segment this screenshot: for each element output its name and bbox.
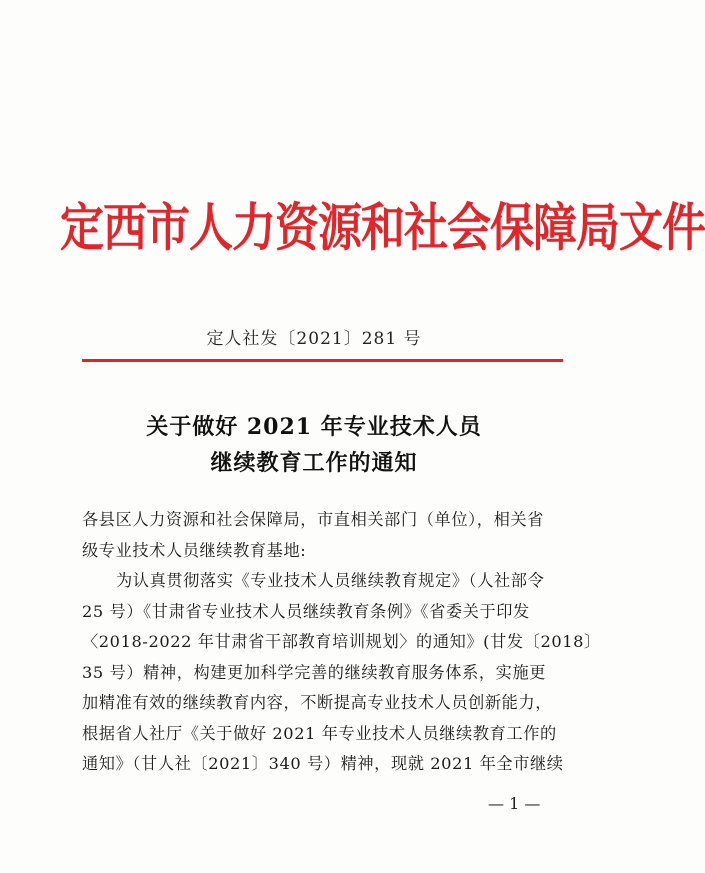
red-masthead-title: 定西市人力资源和社会保障局文件	[60, 198, 705, 259]
notice-title-line-2: 继续教育工作的通知	[210, 450, 418, 476]
body-line: 〈2018-2022 年甘肃省干部教育培训规划〉的通知》(甘发〔2018〕	[82, 632, 601, 651]
body-line: 加精准有效的继续教育内容，不断提高专业技术人员创新能力，	[82, 693, 553, 712]
red-divider-line	[82, 359, 563, 362]
body-line: 35 号）精神，构建更加科学完善的继续教育服务体系，实施更	[82, 662, 547, 682]
body-line: 25 号）《甘肃省专业技术人员继续教育条例》《省委关于印发	[82, 601, 530, 621]
body-line: 为认真贯彻落实《专业技术人员继续教育规定》（人社部令	[116, 571, 545, 590]
document-number: 定人社发〔2021〕281 号	[206, 329, 422, 349]
body-line: 通知》（甘人社〔2021〕340 号）精神，现就 2021 年全市继续	[82, 754, 564, 773]
page-number: — 1 —	[488, 794, 541, 813]
body-line: 级专业技术人员继续教育基地:	[82, 540, 307, 560]
notice-body	[82, 505, 601, 780]
body-line: 各县区人力资源和社会保障局，市直相关部门（单位），相关省	[82, 510, 544, 529]
body-line: 根据省人社厅《关于做好 2021 年专业技术人员继续教育工作的	[82, 723, 557, 743]
notice-title-line-1: 关于做好 2021 年专业技术人员	[146, 414, 482, 440]
